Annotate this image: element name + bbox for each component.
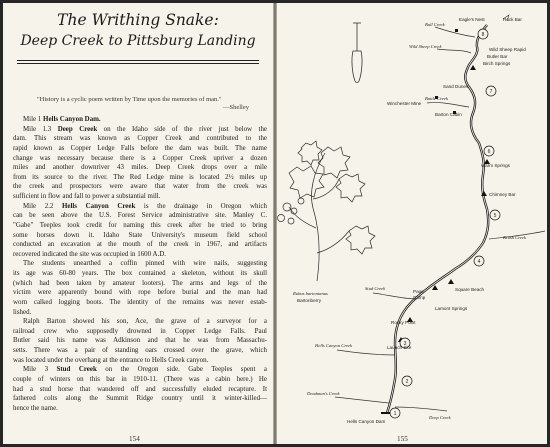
text-run: the creek and prospectors were aware that water from the creek was xyxy=(13,182,267,191)
deep-creek-stream xyxy=(395,407,447,411)
text-run: worn calked logging boots. The identity of the remains was never estab- xyxy=(13,297,267,306)
text-line xyxy=(13,202,267,212)
text-line xyxy=(13,346,267,356)
text-line xyxy=(13,259,267,269)
text-line xyxy=(13,192,267,202)
text-run: The students unearthed a coffin pinned with wire nails, suggesting xyxy=(23,259,267,268)
svg-text:7: 7 xyxy=(489,88,493,95)
text-run: some horses down it. Idaho State University's museum field school xyxy=(13,230,267,239)
eagles-nest-marker xyxy=(455,29,458,32)
text-run: had a stud horse that wandered off and successfully eluded recapture. It xyxy=(13,384,267,393)
label-hells-canyon-creek: Hells Canyon Creek xyxy=(315,343,353,348)
page-number-right: 155 xyxy=(397,435,408,443)
stud-creek-stream xyxy=(373,293,417,299)
text-line xyxy=(13,356,267,366)
label-barton-cabin: Barton Cabin xyxy=(435,112,462,117)
entry-heading: Hells Canyon Creek xyxy=(61,201,136,210)
body-text xyxy=(13,115,267,413)
text-run: Mile 3 xyxy=(23,365,57,374)
text-run: dam. This stream was known as Copper Creek and contributed to the xyxy=(13,134,267,143)
hells-canyon-creek-stream xyxy=(337,350,395,355)
battle-creek-stream xyxy=(427,102,469,107)
chapter-title: The Writhing Snake: xyxy=(57,11,219,29)
text-run: fathered colts along the Summit Ridge country until it winter-killed— xyxy=(13,394,267,403)
text-line xyxy=(13,125,267,135)
text-line xyxy=(13,308,267,318)
snake-river-path xyxy=(387,25,488,413)
text-line xyxy=(13,144,267,154)
text-line xyxy=(13,288,267,298)
text-run: miles and another downriver 43 miles. Deep Creek drops over a mile xyxy=(13,163,267,172)
label-rocky-point: Rocky Point xyxy=(391,320,416,325)
label-stud-creek: Stud Creek xyxy=(365,286,386,291)
wild-sheep-creek-stream xyxy=(437,49,471,53)
paddle-icon xyxy=(352,23,362,83)
title-rule-top xyxy=(17,60,259,61)
text-run: Ralph Barton showed his son, Ace, the grave of a surveyor for a xyxy=(23,317,267,326)
right-page xyxy=(277,3,547,444)
text-run: rapid known as Copper Ledge Falls before the dam was built. The name xyxy=(13,143,267,152)
text-line xyxy=(13,240,267,250)
tributaries xyxy=(335,27,545,411)
text-line xyxy=(13,298,267,308)
text-line xyxy=(13,221,267,231)
text-line xyxy=(13,394,267,404)
label-deadmans-creek: Deadman's Creek xyxy=(307,391,340,396)
text-line xyxy=(13,404,267,414)
text-run: victim were apparently bound with rope before burial and the man had xyxy=(13,288,267,297)
text-run: (which had been taken by amateur looters). The arms and legs of the xyxy=(13,278,267,287)
text-line xyxy=(13,182,267,192)
bartonberry-illustration xyxy=(278,141,376,281)
square-beach-marker xyxy=(448,279,454,284)
epigraph xyxy=(37,96,253,112)
label-sand-dunes: Sand Dunes xyxy=(443,84,469,89)
birch-springs-marker xyxy=(470,65,476,70)
text-run: couple of winters on this bar in 1910-11. (There was a cabin here.) He xyxy=(13,374,267,383)
epigraph-text: "History is a cyclic poem written by Time upon the memories of man." xyxy=(37,96,222,103)
svg-text:2: 2 xyxy=(405,378,409,385)
text-run: on the Oregon side. Gabe Teeples spent a xyxy=(96,365,267,374)
text-line xyxy=(13,375,267,385)
mile-marker-8 xyxy=(478,29,488,39)
text-run: can be seen above the U.S. Forest Service administrative site. Manley C. xyxy=(13,211,267,220)
label-battle-creek: Battle Creek xyxy=(425,96,448,101)
label-butler-bar: Butler Bar xyxy=(487,54,508,59)
text-run: recovered indicated the site was occupied in 1600 A.D. xyxy=(13,249,166,258)
text-run: setts. There was a pair of standing oars crossed over the grave, which xyxy=(13,346,267,354)
text-line xyxy=(13,336,267,346)
label-page-camp-1: Page xyxy=(413,289,424,294)
svg-text:1: 1 xyxy=(393,410,397,417)
text-line xyxy=(13,365,267,375)
label-rock-bar: Rock Bar xyxy=(503,17,522,22)
label-square-beach: Square Beach xyxy=(455,287,485,292)
text-run: railroad crew who supposedly drowned in Copper Ledge Falls. Paul xyxy=(13,326,267,335)
text-line xyxy=(13,279,267,289)
text-line xyxy=(13,154,267,164)
text-line xyxy=(13,173,267,183)
text-line xyxy=(13,317,267,327)
text-run: hence the name. xyxy=(13,403,58,412)
label-deep-creek: Deep Creek xyxy=(429,415,451,420)
entry-heading: Deep Creek xyxy=(57,124,98,133)
text-run: lished. xyxy=(13,307,32,316)
map-labels xyxy=(292,17,527,424)
deadmans-creek-stream xyxy=(335,397,389,403)
text-line xyxy=(13,115,267,125)
entry-heading: Stud Creek xyxy=(56,365,97,374)
label-birch-springs: Birch Springs xyxy=(483,61,511,66)
label-hells-canyon-dam: Hells Canyon Dam xyxy=(347,419,386,424)
text-run: "Gabe" Teeples took credit for naming this creek after he tried to bring xyxy=(13,220,267,229)
label-warm-springs: Warm Springs xyxy=(481,163,510,168)
svg-text:3: 3 xyxy=(403,340,407,347)
text-run: from its source to the river. The Red Ledge mine is located 2½ miles up xyxy=(13,172,267,181)
text-run: was located under the overhang at the entrance to Hells Creek canyon. xyxy=(13,355,209,364)
label-launch-site: Launch Site xyxy=(387,345,412,350)
label-lamont-springs: Lamont Springs xyxy=(435,306,468,311)
svg-text:8: 8 xyxy=(481,31,485,38)
label-bartonberry: Bartonberry xyxy=(297,298,322,303)
label-bull-creek: Bull Creek xyxy=(425,22,445,27)
page-number-left: 154 xyxy=(129,435,140,443)
text-run: its age was 60-80 years. The box contained a skeleton, without its skull xyxy=(13,269,267,277)
text-line xyxy=(13,250,267,260)
text-run: conducted an excavation at the mouth of the creek in 1967, and artifacts xyxy=(13,240,267,249)
text-run: on the Idaho side of the river just below the xyxy=(97,124,267,133)
label-page-camp-2: Camp xyxy=(413,295,426,300)
mile-marker-6 xyxy=(484,146,494,156)
text-run: is the drainage in Oregon which xyxy=(135,201,267,210)
text-run: Butler said his name was Adkinson and that he was from Massachu- xyxy=(13,336,267,345)
label-eagles-nest: Eagle's Nest xyxy=(459,17,485,22)
svg-text:4: 4 xyxy=(477,258,481,265)
text-line xyxy=(13,211,267,221)
text-line xyxy=(13,385,267,395)
text-line xyxy=(13,134,267,144)
text-line xyxy=(13,327,267,337)
river-map xyxy=(277,3,547,444)
entry-heading: Hells Canyon Dam. xyxy=(43,115,101,123)
left-page xyxy=(3,3,273,444)
mile-marker-7 xyxy=(486,86,496,96)
svg-text:6: 6 xyxy=(487,148,491,155)
mile-marker-4 xyxy=(474,256,484,266)
river-inner-bank xyxy=(387,25,488,413)
mile-marker-1 xyxy=(390,408,400,418)
svg-text:5: 5 xyxy=(493,212,497,219)
text-line xyxy=(13,163,267,173)
mile-marker-2 xyxy=(402,376,412,386)
text-run: change was necessary because there is a Copper Creek upriver a dozen xyxy=(13,153,267,162)
label-winchester-mine: Winchester Mine xyxy=(387,101,422,106)
chapter-subtitle: Deep Creek to Pittsburg Landing xyxy=(20,33,256,49)
mile-marker-5 xyxy=(490,210,500,220)
text-line xyxy=(13,231,267,241)
label-brush-creek: Brush Creek xyxy=(503,235,526,240)
label-wild-sheep-creek: Wild Sheep Creek xyxy=(409,44,442,49)
epigraph-source: —Shelley xyxy=(223,104,249,111)
text-run: Mile 2.2 xyxy=(23,201,62,210)
label-wild-sheep-rapid: Wild Sheep Rapid xyxy=(489,47,526,52)
site-markers xyxy=(398,29,490,342)
text-run: sufficient in flow and fall to power a substantial mill. xyxy=(13,192,161,200)
title-rule-bottom xyxy=(17,63,259,64)
label-chimney-bar: Chimney Bar xyxy=(489,192,516,197)
label-rubus: Rubus bartonianus xyxy=(293,291,328,296)
text-run: Mile 1 xyxy=(23,115,44,123)
text-run: Mile 1.3 xyxy=(23,124,58,133)
text-line xyxy=(13,269,267,279)
